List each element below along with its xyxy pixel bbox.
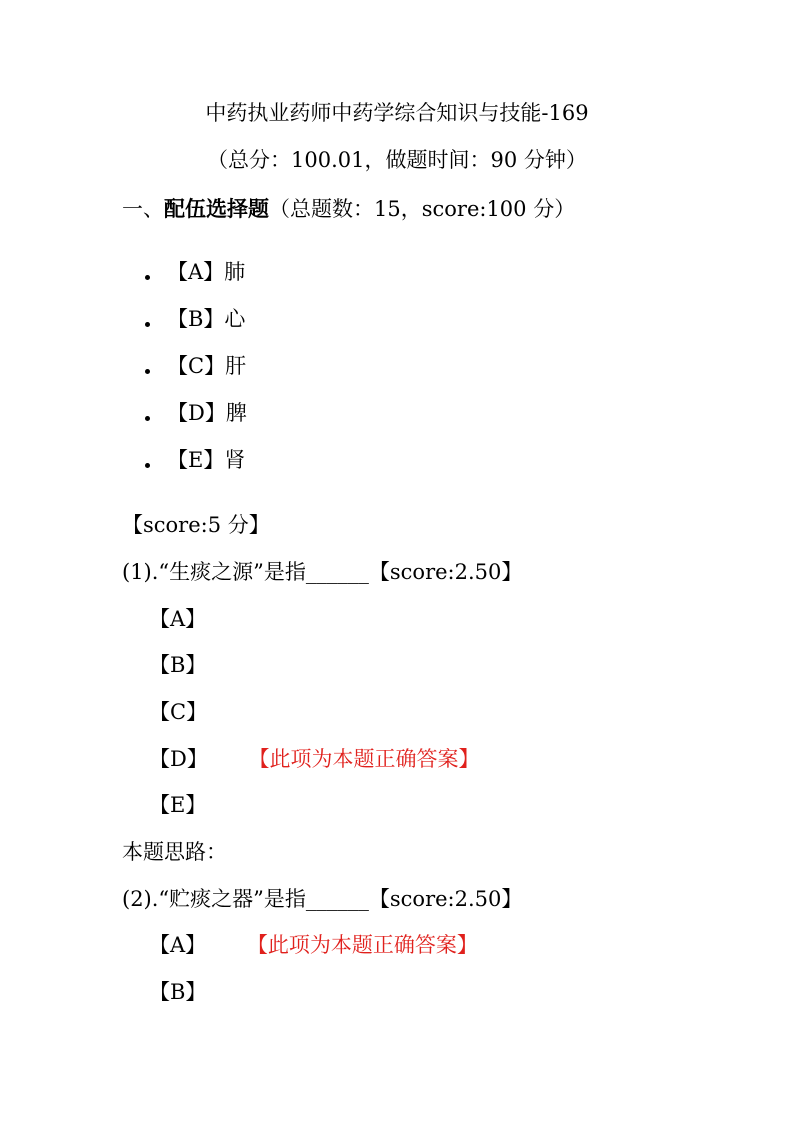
question-option-b: 【B】	[149, 653, 207, 677]
question-option-b: 【B】	[149, 980, 207, 1004]
correct-answer-marker: 【此项为本题正确答案】	[246, 933, 478, 957]
section-heading	[122, 198, 575, 220]
question-option-a	[149, 935, 478, 956]
page-title: 中药执业药师中药学综合知识与技能-169	[205, 101, 589, 125]
question-option-label: 【D】	[149, 747, 208, 771]
bullet-icon	[145, 416, 150, 421]
section-name: 配伍选择题	[164, 196, 269, 221]
bullet-icon	[145, 369, 150, 374]
section-info: （总题数：15，score:100 分）	[269, 197, 576, 221]
question-option-a: 【A】	[149, 607, 207, 631]
question-option-e: 【E】	[149, 793, 207, 817]
page-subtitle: （总分：100.01，做题时间：90 分钟）	[207, 148, 587, 172]
question-option-d	[149, 749, 480, 770]
question-option-label: 【A】	[149, 933, 207, 957]
shared-option-e: 【E】肾	[167, 448, 246, 472]
question-option-c: 【C】	[149, 700, 208, 724]
section-number: 一、	[122, 197, 164, 221]
bullet-icon	[145, 322, 150, 327]
shared-option-d: 【D】脾	[167, 401, 247, 425]
correct-answer-marker: 【此项为本题正确答案】	[248, 747, 480, 771]
bullet-icon	[145, 463, 150, 468]
question-stem: (1).“生痰之源”是指______【score:2.50】	[122, 560, 523, 584]
bullet-icon	[145, 275, 150, 280]
group-score: 【score:5 分】	[122, 513, 270, 537]
answer-analysis: 本题思路：	[122, 840, 227, 864]
shared-option-a: 【A】肺	[167, 260, 246, 284]
shared-option-b: 【B】心	[167, 307, 246, 331]
shared-option-c: 【C】肝	[167, 354, 247, 378]
question-stem: (2).“贮痰之器”是指______【score:2.50】	[122, 887, 523, 911]
